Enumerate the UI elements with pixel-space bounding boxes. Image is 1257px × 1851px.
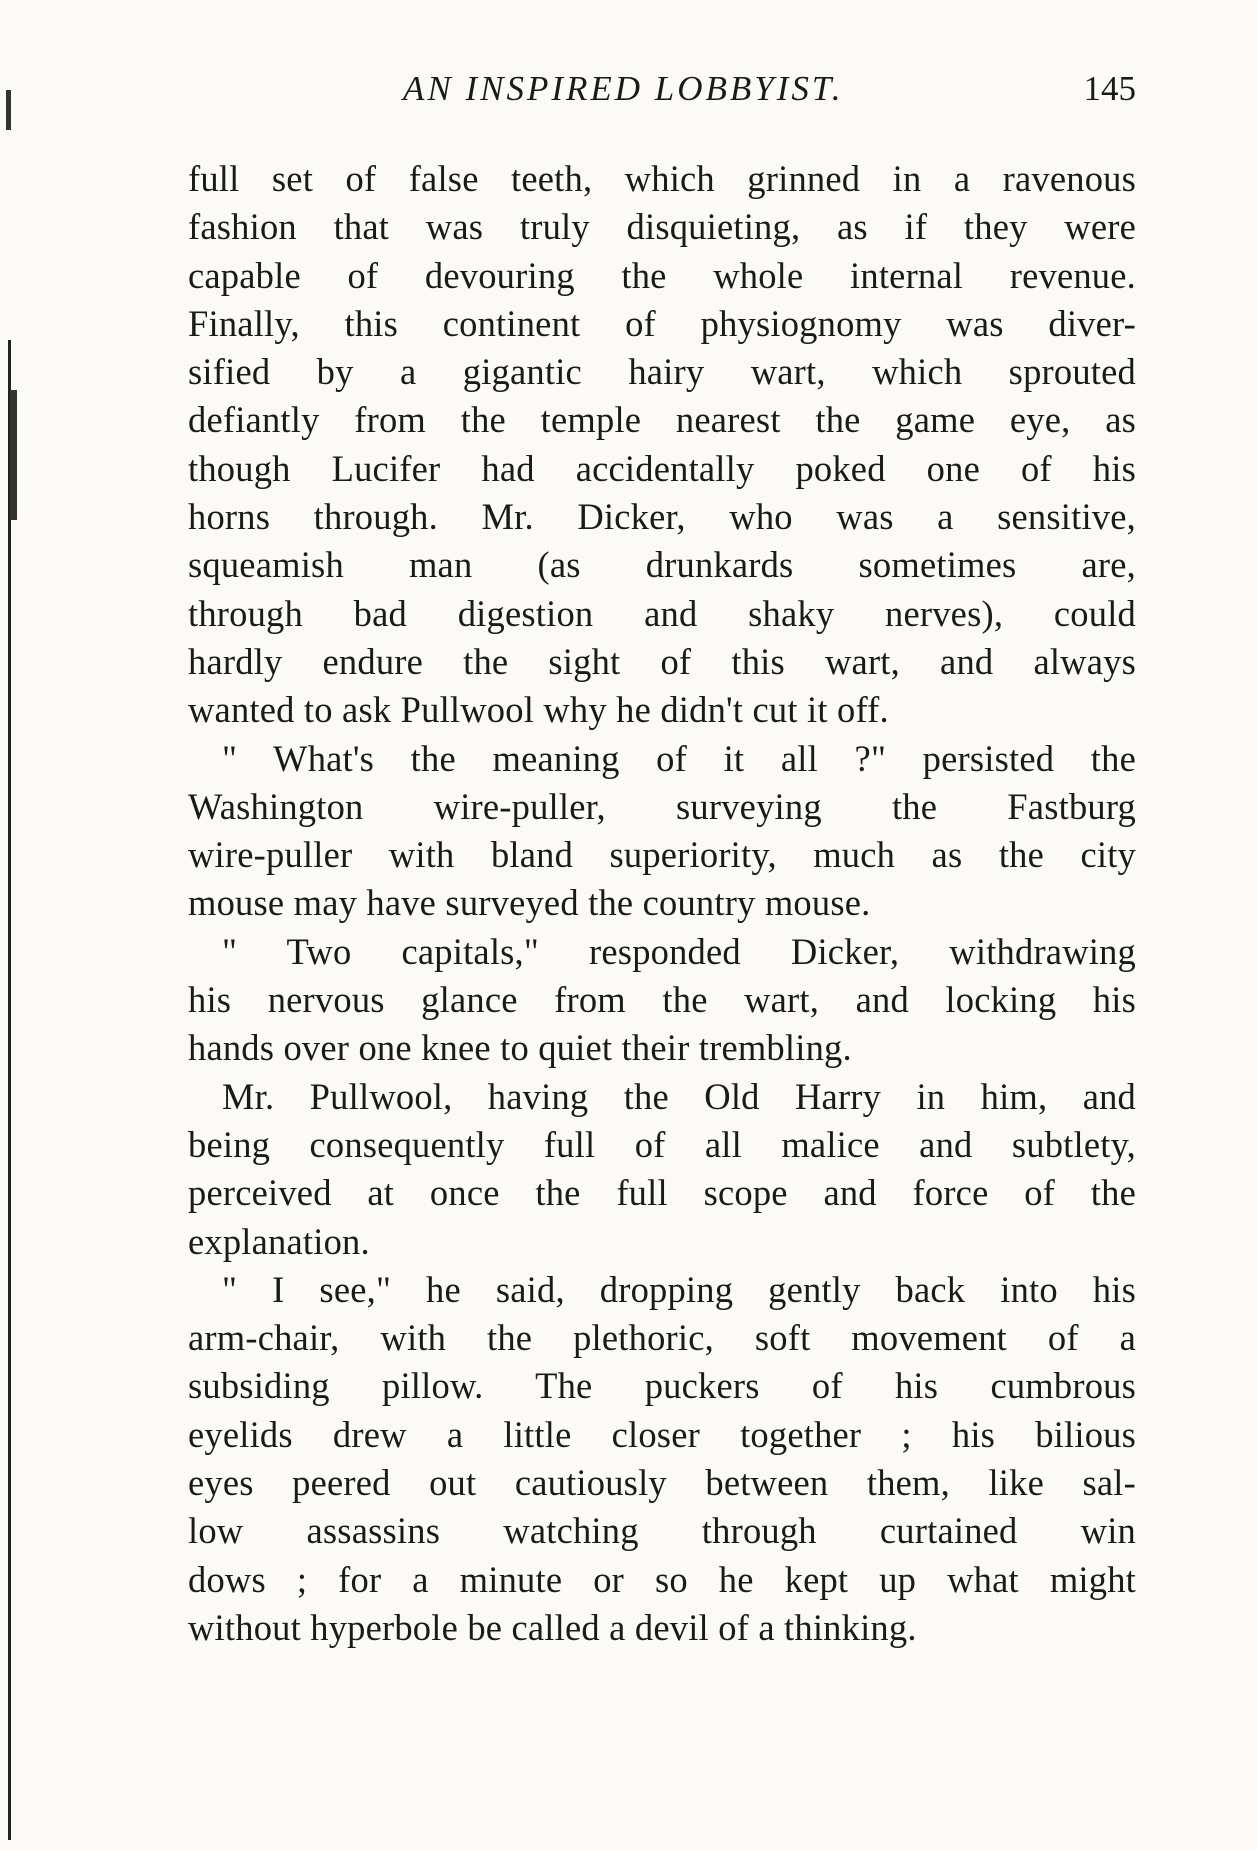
- text-line: hardly endure the sight of this wart, and always: [188, 640, 1136, 682]
- body-text: [188, 155, 1136, 1652]
- text-line: eyelids drew a little closer together ; his bilious: [188, 1413, 1136, 1455]
- text-line: " What's the meaning of it all ?" persisted the: [222, 737, 1136, 779]
- text-line: being consequently full of all malice and subtlety,: [188, 1123, 1136, 1165]
- text-line: Washington wire-puller, surveying the Fastburg: [188, 785, 1136, 827]
- page-number: 145: [1083, 69, 1136, 108]
- text-line: explanation.: [188, 1220, 370, 1262]
- text-line: wanted to ask Pullwool why he didn't cut it off.: [188, 689, 889, 731]
- text-line: fashion that was truly disquieting, as if they were: [188, 206, 1136, 248]
- gutter-mark: [10, 390, 17, 520]
- text-line: though Lucifer had accidentally poked one of his: [188, 447, 1136, 489]
- gutter-shadow-line: [8, 340, 11, 1840]
- text-line: Mr. Pullwool, having the Old Harry in him, and: [222, 1075, 1136, 1117]
- running-head: [188, 64, 1136, 114]
- text-line: capable of devouring the whole internal revenue.: [188, 254, 1136, 296]
- text-line: arm-chair, with the plethoric, soft movement of a: [188, 1317, 1136, 1359]
- text-line: full set of false teeth, which grinned in a ravenous: [188, 158, 1136, 199]
- text-line: perceived at once the full scope and force of the: [188, 1172, 1136, 1214]
- page-gutter-edge: [0, 0, 26, 1851]
- text-line: eyes peered out cautiously between them, like sal-: [188, 1462, 1136, 1504]
- gutter-mark: [6, 90, 11, 130]
- text-line: through bad digestion and shaky nerves), could: [188, 592, 1136, 634]
- text-line: horns through. Mr. Dicker, who was a sensitive,: [188, 496, 1136, 538]
- text-line: wire-puller with bland superiority, much as the city: [188, 834, 1136, 876]
- text-line: subsiding pillow. The puckers of his cumbrous: [188, 1365, 1136, 1407]
- text-line: Finally, this continent of physiognomy was diver-: [188, 302, 1136, 344]
- text-line: " Two capitals," responded Dicker, withdrawing: [222, 930, 1136, 972]
- text-line: his nervous glance from the wart, and locking his: [188, 979, 1136, 1021]
- text-line: without hyperbole be called a devil of a thinking.: [188, 1606, 917, 1648]
- text-line: mouse may have surveyed the country mouse.: [188, 882, 871, 924]
- text-line: low assassins watching through curtained win: [188, 1510, 1136, 1552]
- text-line: " I see," he said, dropping gently back into his: [222, 1268, 1136, 1310]
- text-line: dows ; for a minute or so he kept up what might: [188, 1558, 1136, 1600]
- text-line: defiantly from the temple nearest the game eye, as: [188, 399, 1136, 441]
- text-line: hands over one knee to quiet their trembling.: [188, 1027, 852, 1069]
- text-line: squeamish man (as drunkards sometimes are,: [188, 544, 1136, 586]
- running-title: AN INSPIRED LOBBYIST.: [403, 69, 844, 108]
- text-line: sified by a gigantic hairy wart, which sprouted: [188, 351, 1136, 393]
